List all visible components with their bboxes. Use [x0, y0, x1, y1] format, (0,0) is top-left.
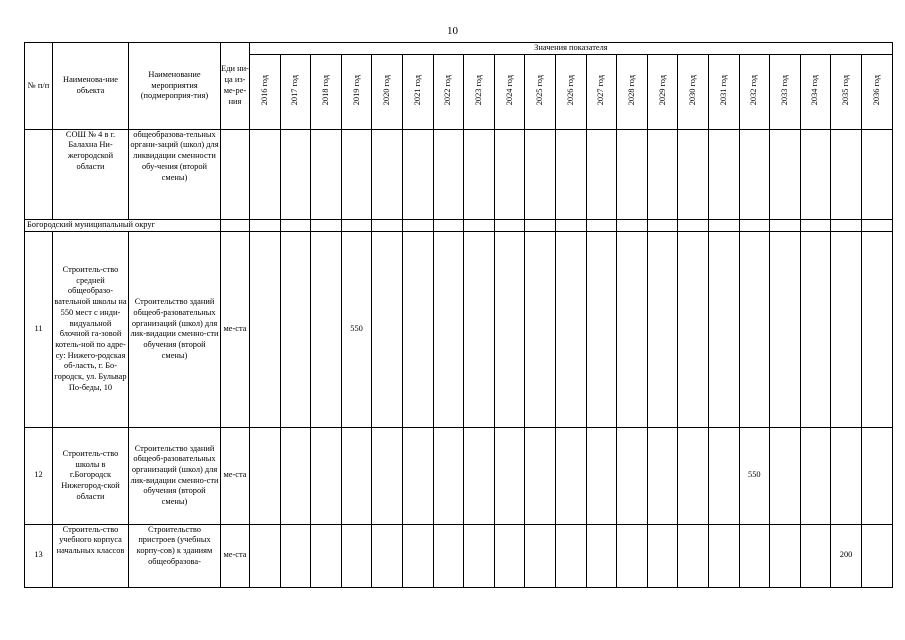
year-cell [770, 427, 801, 524]
group-year-cell [770, 219, 801, 231]
year-cell [739, 524, 770, 587]
year-cell [617, 427, 648, 524]
group-year-cell [831, 219, 862, 231]
group-cell [221, 219, 250, 231]
header-year: 2022 год [433, 54, 464, 129]
year-cell [494, 427, 525, 524]
year-cell [617, 524, 648, 587]
table-row [25, 427, 893, 524]
year-cell [555, 129, 586, 219]
header-year: 2019 год [341, 54, 372, 129]
header-year: 2017 год [280, 54, 311, 129]
header-year: 2031 год [708, 54, 739, 129]
year-cell [647, 129, 678, 219]
table-row [25, 524, 893, 587]
cell-measure-name: общеобразова-тельных органи-заций (школ) для ликвидации сменности обу-чения (второй смены) [129, 129, 221, 219]
year-cell [402, 524, 433, 587]
year-cell [341, 524, 372, 587]
year-cell [250, 231, 281, 427]
year-cell [770, 231, 801, 427]
year-cell [250, 427, 281, 524]
header-year: 2020 год [372, 54, 403, 129]
header-year: 2018 год [311, 54, 342, 129]
year-cell [708, 129, 739, 219]
year-cell [678, 129, 709, 219]
year-cell [402, 231, 433, 427]
year-cell [341, 427, 372, 524]
year-cell [525, 427, 556, 524]
header-object-name: Наименова-ние объекта [53, 43, 129, 130]
group-year-cell [708, 219, 739, 231]
header-year: 2034 год [800, 54, 831, 129]
header-year: 2021 год [402, 54, 433, 129]
year-cell [647, 524, 678, 587]
group-year-cell [280, 219, 311, 231]
year-cell [647, 427, 678, 524]
header-year: 2035 год [831, 54, 862, 129]
year-cell [708, 427, 739, 524]
year-cell [586, 129, 617, 219]
group-year-cell [433, 219, 464, 231]
year-cell [800, 129, 831, 219]
cell-unit: ме-ста [221, 231, 250, 427]
year-cell [739, 231, 770, 427]
cell-object-name: Строитель-ство учебного корпуса начальных классов [53, 524, 129, 587]
group-year-cell [555, 219, 586, 231]
cell-value: 550 [739, 427, 770, 524]
year-cell [861, 129, 892, 219]
group-year-cell [311, 219, 342, 231]
header-unit: Еди ни-ца из-ме-ре-ния [221, 43, 250, 130]
group-row [25, 219, 893, 231]
year-cell [555, 524, 586, 587]
header-year: 2032 год [739, 54, 770, 129]
year-cell [433, 427, 464, 524]
year-cell [555, 231, 586, 427]
year-cell [280, 231, 311, 427]
page-number: 10 [447, 25, 458, 37]
group-year-cell [464, 219, 495, 231]
year-cell [678, 524, 709, 587]
header-year: 2030 год [678, 54, 709, 129]
year-cell [372, 524, 403, 587]
cell-object-name: Строитель-ство школы в г.Богородск Нижегород-ской области [53, 427, 129, 524]
year-cell [555, 427, 586, 524]
year-cell [402, 129, 433, 219]
cell-measure-name: Строительство зданий общеоб-разовательных организаций (школ) для лик-видации сменно-сти обучения (второй смены) [129, 231, 221, 427]
year-cell [739, 129, 770, 219]
year-cell [280, 524, 311, 587]
header-year: 2016 год [250, 54, 281, 129]
year-cell [525, 129, 556, 219]
year-cell [464, 231, 495, 427]
cell-num: 11 [25, 231, 53, 427]
year-cell [433, 129, 464, 219]
header-year: 2024 год [494, 54, 525, 129]
year-cell [280, 427, 311, 524]
cell-unit [221, 129, 250, 219]
year-cell [708, 231, 739, 427]
year-cell [770, 129, 801, 219]
group-year-cell [402, 219, 433, 231]
year-cell [831, 129, 862, 219]
year-cell [770, 524, 801, 587]
group-year-cell [800, 219, 831, 231]
year-cell [280, 129, 311, 219]
year-cell [800, 427, 831, 524]
year-cell [372, 427, 403, 524]
cell-unit: ме-ста [221, 524, 250, 587]
year-cell [311, 129, 342, 219]
header-num: № п/п [25, 43, 53, 130]
table-row [25, 231, 893, 427]
header-year: 2029 год [647, 54, 678, 129]
group-year-cell [341, 219, 372, 231]
group-year-cell [739, 219, 770, 231]
cell-num [25, 129, 53, 219]
header-year: 2027 год [586, 54, 617, 129]
year-cell [586, 231, 617, 427]
group-year-cell [372, 219, 403, 231]
year-cell [250, 129, 281, 219]
year-cell [678, 231, 709, 427]
year-cell [647, 231, 678, 427]
year-cell [311, 231, 342, 427]
year-cell [617, 231, 648, 427]
year-cell [464, 129, 495, 219]
year-cell [800, 524, 831, 587]
group-year-cell [617, 219, 648, 231]
group-year-cell [586, 219, 617, 231]
year-cell [341, 129, 372, 219]
group-year-cell [525, 219, 556, 231]
cell-value: 550 [341, 231, 372, 427]
header-year: 2033 год [770, 54, 801, 129]
year-cell [372, 231, 403, 427]
year-cell [372, 129, 403, 219]
cell-num: 13 [25, 524, 53, 587]
year-cell [464, 524, 495, 587]
cell-measure-name: Строительство зданий общеоб-разовательных организаций (школ) для лик-видации сменно-сти обучения (второй смены) [129, 427, 221, 524]
group-year-cell [494, 219, 525, 231]
year-cell [831, 427, 862, 524]
year-cell [494, 231, 525, 427]
header-year: 2026 год [555, 54, 586, 129]
year-cell [433, 524, 464, 587]
header-year: 2023 год [464, 54, 495, 129]
year-cell [586, 427, 617, 524]
group-year-cell [250, 219, 281, 231]
group-year-cell [647, 219, 678, 231]
year-cell [861, 524, 892, 587]
group-label: Богородский муниципальный округ [25, 219, 221, 231]
year-cell [708, 524, 739, 587]
cell-unit: ме-ста [221, 427, 250, 524]
header-year: 2025 год [525, 54, 556, 129]
year-cell [494, 524, 525, 587]
year-cell [800, 231, 831, 427]
year-cell [311, 427, 342, 524]
cell-object-name: СОШ № 4 в г. Балахна Ни-жегородской области [53, 129, 129, 219]
year-cell [494, 129, 525, 219]
year-cell [861, 231, 892, 427]
year-cell [525, 524, 556, 587]
cell-num: 12 [25, 427, 53, 524]
cell-value: 200 [831, 524, 862, 587]
year-cell [617, 129, 648, 219]
year-cell [861, 427, 892, 524]
header-indicator-values: Значения показателя [250, 43, 893, 55]
header-year: 2028 год [617, 54, 648, 129]
header-year: 2036 год [861, 54, 892, 129]
year-cell [831, 231, 862, 427]
year-cell [250, 524, 281, 587]
year-cell [464, 427, 495, 524]
year-cell [525, 231, 556, 427]
group-year-cell [678, 219, 709, 231]
year-cell [402, 427, 433, 524]
cell-measure-name: Строительство пристроев (учебных корпу-сов) к зданиям общеобразова- [129, 524, 221, 587]
year-cell [433, 231, 464, 427]
year-cell [586, 524, 617, 587]
header-row [25, 43, 893, 55]
indicator-table [24, 42, 893, 588]
group-year-cell [861, 219, 892, 231]
year-cell [678, 427, 709, 524]
table-row-continued [25, 129, 893, 219]
header-measure-name: Наименование мероприятия (подмероприя-тия) [129, 43, 221, 130]
cell-object-name: Строитель-ство средней общеобразо-вательной школы на 550 мест с инди-видуальной блочной га-зовой котель-ной по адре-су: Нижего-родская об-ласть, г. Бо-городск, ул. Бульвар По-беды, 10 [53, 231, 129, 427]
year-cell [311, 524, 342, 587]
